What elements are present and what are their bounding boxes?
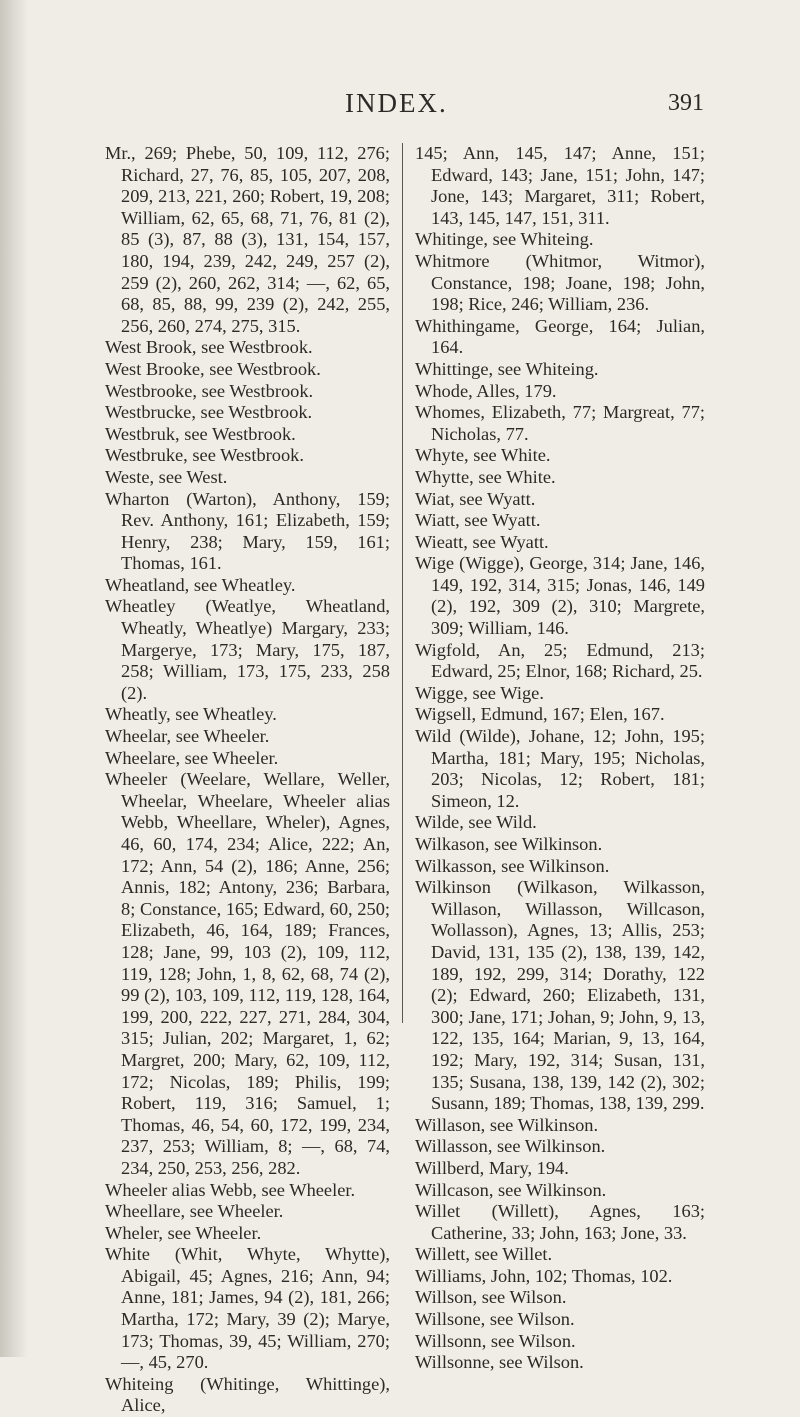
- index-entry: Wige (Wigge), George, 314; Jane, 146, 149, 192, 314, 315; Jonas, 146, 149 (2), 192, 309 (2), 310; Margrete, 309; William, 146.: [415, 553, 705, 639]
- index-entry: Westbrooke, see Westbrook.: [105, 380, 314, 401]
- index-entry: Willason, see Wilkinson.: [415, 1114, 599, 1135]
- index-entry: Willcason, see Wilkinson.: [415, 1179, 607, 1200]
- index-entry: Whitinge, see Whiteing.: [415, 229, 594, 250]
- index-entry: Wheatland, see Wheatley.: [105, 574, 296, 595]
- index-entry: Wigsell, Edmund, 167; Elen, 167.: [415, 704, 665, 725]
- index-entry: Whittinge, see Whiteing.: [415, 358, 599, 379]
- index-entry: Whitmore (Whitmor, Witmor), Constance, 198; Joane, 198; John, 198; Rice, 246; William, 236.: [415, 250, 705, 315]
- index-entry: Wilde, see Wild.: [415, 812, 537, 833]
- index-entry: Wilkinson (Wilkason, Wilkasson, Willason, Willasson, Willcason, Wollasson), Agnes, 13; Allis, 253; David, 131, 135 (2), 138, 139, 142, 189, 192, 299, 314; Dorathy, 122 (2); Edward, 260; Elizabeth, 131, 300; Jane, 171; Johan, 9; John, 9, 13, 122, 135, 164; Marian, 9, 13, 164, 192; Mary, 192, 314; Susan, 131, 135; Susana, 138, 139, 142 (2), 302; Susann, 189; Thomas, 138, 139, 299.: [415, 877, 705, 1114]
- index-entry: Wheatly, see Wheatley.: [105, 704, 277, 725]
- index-entry: Willsonn, see Wilson.: [415, 1330, 576, 1351]
- page-title: INDEX.: [345, 88, 448, 118]
- index-entry: Willet (Willett), Agnes, 163; Catherine, 33; John, 163; Jone, 33.: [415, 1201, 705, 1243]
- index-entry: Whyte, see White.: [415, 445, 551, 466]
- page-edge-shadow: [0, 0, 28, 1357]
- index-entry: Whomes, Elizabeth, 77; Margreat, 77; Nicholas, 77.: [415, 402, 705, 444]
- index-entry: Wharton (Warton), Anthony, 159; Rev. Anthony, 161; Elizabeth, 159; Henry, 238; Mary, 159, 161; Thomas, 161.: [105, 488, 390, 574]
- index-entry: Westbruk, see Westbrook.: [105, 423, 296, 444]
- index-entry: Wheatley (Weatlye, Wheatland, Wheatly, Wheatlye) Margary, 233; Margerye, 173; Mary, 175, 187, 258; William, 173, 175, 233, 258 (2).: [105, 596, 390, 703]
- index-column-left: [105, 143, 390, 1417]
- index-column-right: [415, 143, 705, 1374]
- index-entry: West Brooke, see Westbrook.: [105, 358, 321, 379]
- index-entry: Wigge, see Wige.: [415, 682, 544, 703]
- page-header: [0, 88, 800, 128]
- column-divider: [402, 143, 403, 1023]
- index-entry: Willsone, see Wilson.: [415, 1309, 575, 1330]
- index-entry: Wiat, see Wyatt.: [415, 488, 536, 509]
- index-entry: Wheler, see Wheeler.: [105, 1222, 262, 1243]
- index-entry: Wigfold, An, 25; Edmund, 213; Edward, 25; Elnor, 168; Richard, 25.: [415, 639, 705, 682]
- index-entry: Wilkasson, see Wilkinson.: [415, 855, 610, 876]
- index-entry: West Brook, see Westbrook.: [105, 337, 313, 358]
- index-entry: Willasson, see Wilkinson.: [415, 1136, 606, 1157]
- index-entry: Wheeler (Weelare, Wellare, Weller, Wheelar, Wheelare, Wheeler alias Webb, Wheellare, Wheler), Agnes, 46, 60, 174, 234; Alice, 222; An, 172; Ann, 54 (2), 186; Anne, 256; Annis, 182; Antony, 236; Barbara, 8; Constance, 165; Edward, 60, 250; Elizabeth, 46, 164, 189; Frances, 128; Jane, 99, 103 (2), 109, 112, 119, 128; John, 1, 8, 62, 68, 74 (2), 99 (2), 103, 109, 112, 119, 128, 164, 199, 200, 222, 227, 271, 284, 304, 315; Julian, 202; Margaret, 1, 62; Margret, 200; Mary, 62, 109, 112, 172; Nicolas, 189; Philis, 199; Robert, 119, 316; Samuel, 1; Thomas, 46, 54, 60, 172, 199, 234, 237, 253; William, 8; —, 68, 74, 234, 250, 253, 256, 282.: [105, 769, 390, 1178]
- index-entry: Wild (Wilde), Johane, 12; John, 195; Martha, 181; Mary, 195; Nicholas, 203; Nicolas, 12; Robert, 181; Simeon, 12.: [415, 726, 705, 811]
- index-entry: Wiatt, see Wyatt.: [415, 510, 541, 531]
- index-entry: Wheellare, see Wheeler.: [105, 1201, 284, 1222]
- index-entry: Willett, see Willet.: [415, 1244, 553, 1265]
- index-entry: Wilkason, see Wilkinson.: [415, 834, 603, 854]
- index-entry: Whode, Alles, 179.: [415, 380, 557, 401]
- index-entry: 145; Ann, 145, 147; Anne, 151; Edward, 143; Jane, 151; John, 147; Jone, 143; Margaret, 311; Robert, 143, 145, 147, 151, 311.: [415, 143, 705, 228]
- index-entry: Wheeler alias Webb, see Wheeler.: [105, 1179, 356, 1200]
- index-entry: Williams, John, 102; Thomas, 102.: [415, 1265, 673, 1286]
- index-entry: Whiteing (Whitinge, Whittinge), Alice,: [105, 1373, 390, 1416]
- index-entry: Westbrucke, see Westbrook.: [105, 402, 313, 423]
- index-entry: White (Whit, Whyte, Whytte), Abigail, 45; Agnes, 216; Ann, 94; Anne, 181; James, 94 (2), 181, 266; Martha, 172; Mary, 39 (2); Marye, 173; Thomas, 39, 45; William, 270; —, 45, 270.: [105, 1244, 390, 1373]
- index-entry: Willsonne, see Wilson.: [415, 1352, 584, 1373]
- index-entry: Willberd, Mary, 194.: [415, 1157, 569, 1178]
- index-entry: Wheelar, see Wheeler.: [105, 726, 270, 747]
- index-entry: Westbruke, see Westbrook.: [105, 445, 304, 466]
- index-entry: Whithingame, George, 164; Julian, 164.: [415, 315, 705, 358]
- index-entry: Willson, see Wilson.: [415, 1287, 567, 1308]
- index-entry: Wheelare, see Wheeler.: [105, 747, 279, 768]
- page-number: 391: [668, 90, 704, 116]
- index-entry: Weste, see West.: [105, 466, 228, 487]
- index-entry: Wieatt, see Wyatt.: [415, 531, 549, 552]
- index-entry: Whytte, see White.: [415, 466, 556, 487]
- index-entry: Mr., 269; Phebe, 50, 109, 112, 276; Richard, 27, 76, 85, 105, 207, 208, 209, 213, 221, 260; Robert, 19, 208; William, 62, 65, 68, 71, 76, 81 (2), 85 (3), 87, 88 (3), 131, 154, 157, 180, 194, 239, 242, 249, 257 (2), 259 (2), 260, 262, 314; —, 62, 65, 68, 85, 88, 99, 239 (2), 242, 255, 256, 260, 274, 275, 315.: [105, 143, 390, 336]
